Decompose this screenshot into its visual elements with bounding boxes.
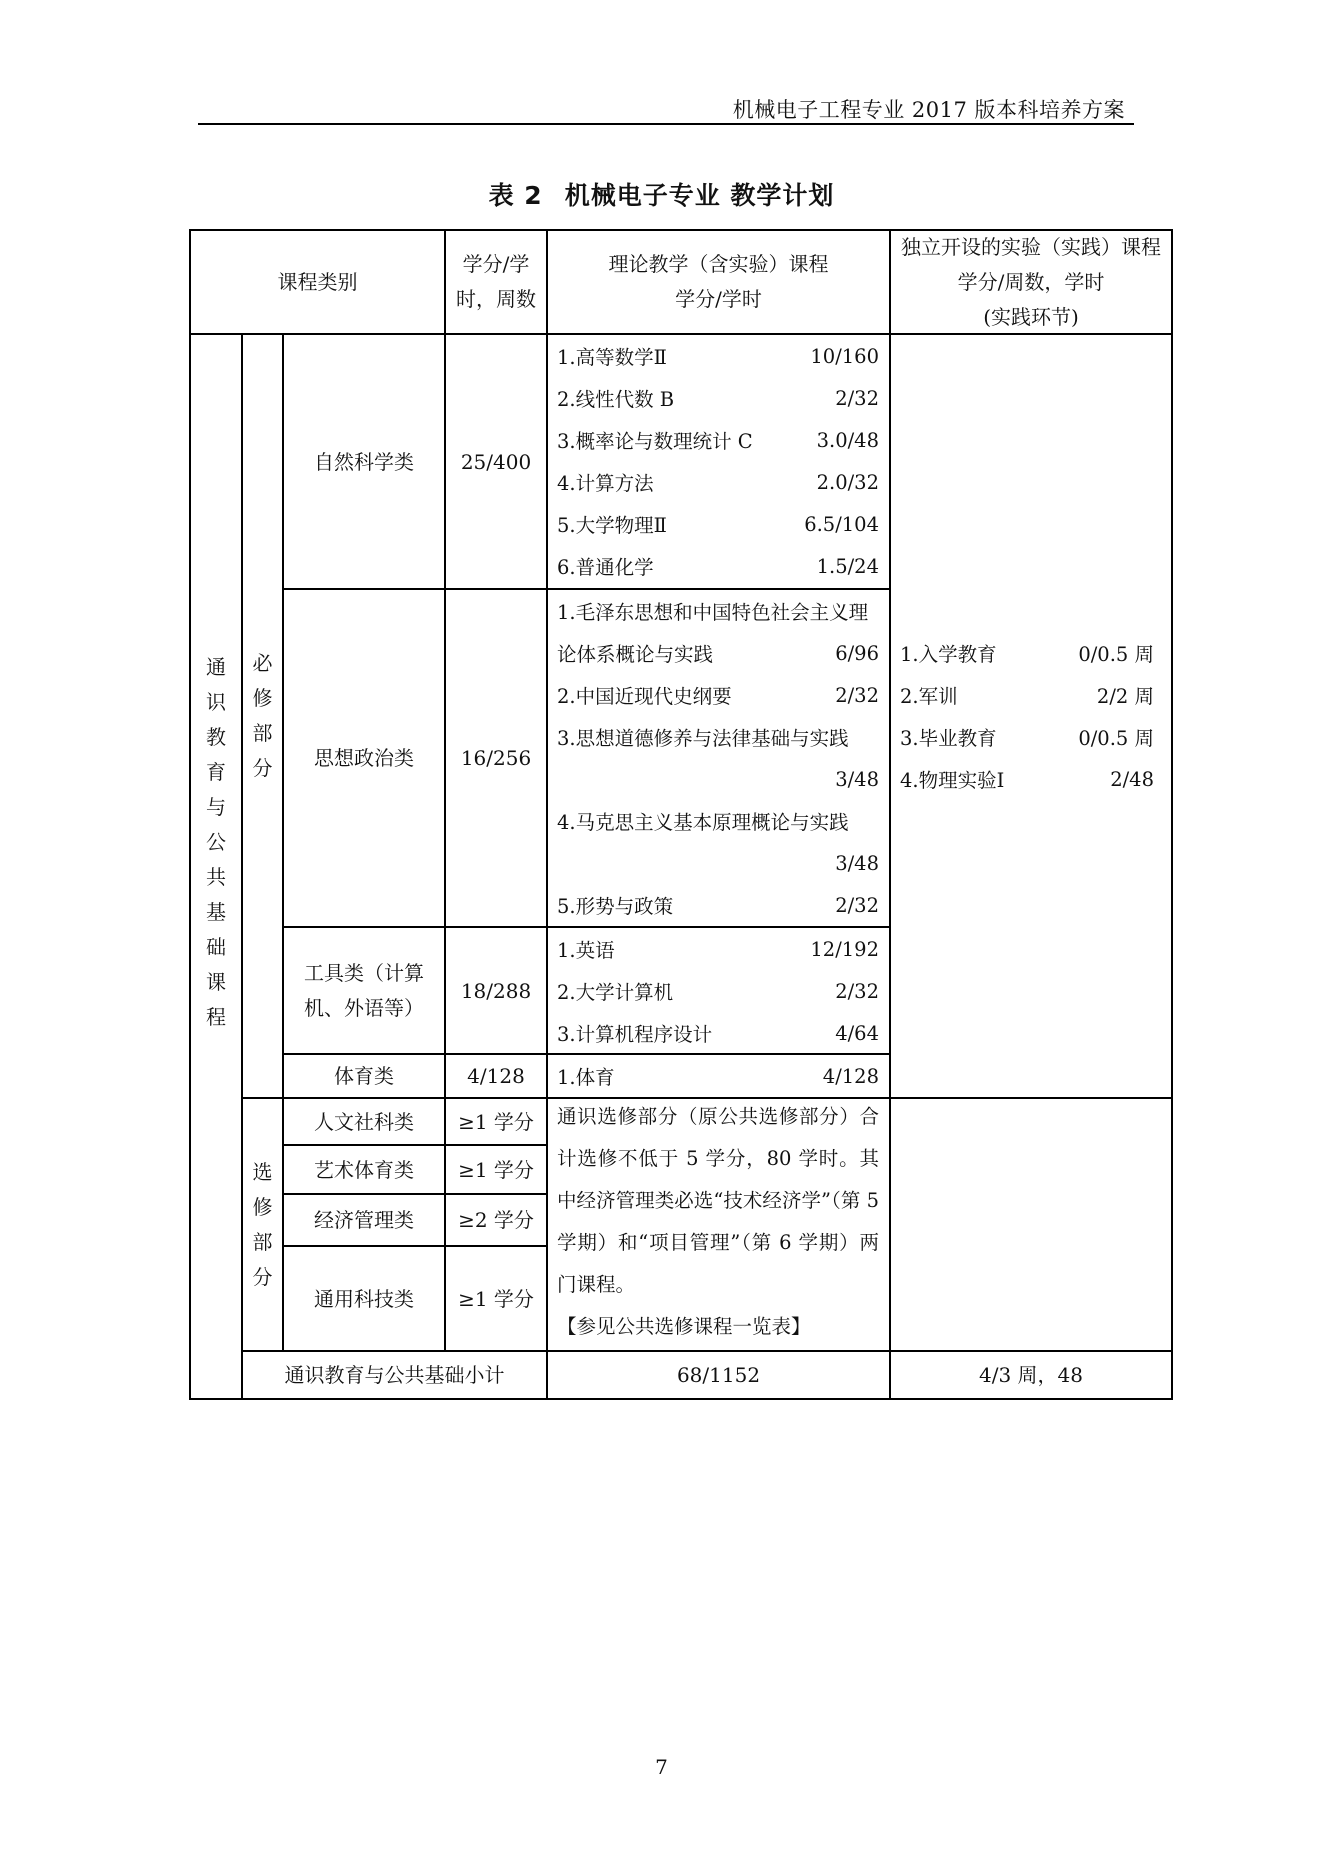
practice-name: 3.毕业教育 xyxy=(900,727,997,750)
elective-category xyxy=(284,1247,444,1350)
category-ideological-political xyxy=(284,590,444,926)
required-label-char: 修 xyxy=(252,686,273,710)
course-credits: 6/96 xyxy=(835,641,879,665)
header-credits-line: 学分/学 xyxy=(462,252,530,276)
header-divider xyxy=(198,123,1134,125)
course-credits: 2/32 xyxy=(835,893,879,917)
subtotal-theory-value: 68/1152 xyxy=(676,1363,761,1387)
course-row xyxy=(557,674,879,716)
course-name: 2.中国近现代史纲要 xyxy=(557,685,732,708)
header-practice-line: 独立开设的实验（实践）课程 xyxy=(901,234,1161,259)
credits-value: 25/400 xyxy=(460,449,532,474)
course-list-physical-education xyxy=(557,1055,879,1097)
credits-tools xyxy=(446,928,546,1053)
course-credits: 2/32 xyxy=(835,683,879,707)
elective-credits xyxy=(446,1247,546,1350)
group-label-char: 育 xyxy=(206,760,226,784)
practice-value: 2/48 xyxy=(1110,767,1154,791)
course-credits: 3.0/48 xyxy=(816,428,879,452)
credits-value: ≥1 学分 xyxy=(458,1109,534,1134)
course-credits: 2/32 xyxy=(835,386,879,410)
practice-value: 2/2 周 xyxy=(1096,685,1154,708)
credits-value: ≥1 学分 xyxy=(458,1157,534,1182)
course-row xyxy=(557,1012,879,1054)
course-list-natural-science xyxy=(557,335,879,588)
elective-label-char: 选 xyxy=(252,1159,273,1184)
course-name: 3.计算机程序设计 xyxy=(557,1023,713,1046)
practice-value: 0/0.5 周 xyxy=(1078,727,1154,750)
header-practice xyxy=(891,231,1171,333)
course-row xyxy=(557,377,879,419)
credits-ideological-political xyxy=(446,590,546,926)
course-credits: 4/128 xyxy=(822,1064,879,1088)
elective-category xyxy=(284,1195,444,1245)
category-tools xyxy=(284,928,444,1053)
subtotal-practice xyxy=(891,1352,1171,1398)
elective-label-char: 分 xyxy=(252,1264,273,1289)
credits-physical-education xyxy=(446,1055,546,1097)
header-theory-line: 理论教学（含实验）课程 xyxy=(608,252,829,276)
course-row xyxy=(557,928,879,970)
practice-list xyxy=(900,632,1154,800)
course-row xyxy=(557,545,879,587)
header-credits xyxy=(446,231,546,333)
course-name: 3.概率论与数理统计 C xyxy=(557,430,753,453)
course-credits: 1.5/24 xyxy=(816,554,879,578)
group-label-char: 基 xyxy=(206,900,226,924)
course-row xyxy=(557,503,879,545)
subtotal-label xyxy=(243,1352,546,1398)
required-section-label xyxy=(243,335,282,1097)
table-rule xyxy=(546,229,548,1400)
elective-credits xyxy=(446,1146,546,1193)
table-name: 机械电子专业 教学计划 xyxy=(564,181,835,210)
required-label-char: 部 xyxy=(252,721,273,745)
course-row xyxy=(557,1055,879,1097)
course-list-ideological-political xyxy=(557,590,879,926)
elective-credits xyxy=(446,1099,546,1144)
course-name: 4.计算方法 xyxy=(557,472,654,495)
course-row xyxy=(557,970,879,1012)
header-category-label: 课程类别 xyxy=(277,270,358,294)
course-name: 3.思想道德修养与法律基础与实践 xyxy=(557,727,849,750)
category-physical-education xyxy=(284,1055,444,1097)
course-credits: 2.0/32 xyxy=(816,470,879,494)
group-label-char: 与 xyxy=(206,795,226,819)
course-row xyxy=(557,716,879,758)
elective-category xyxy=(284,1099,444,1144)
practice-row xyxy=(900,716,1154,758)
course-row xyxy=(557,632,879,674)
header-practice-line: (实践环节) xyxy=(983,304,1079,329)
course-credits: 4/64 xyxy=(835,1021,879,1045)
category-label: 机、外语等） xyxy=(304,995,424,1020)
course-row xyxy=(557,419,879,461)
course-credits: 3/48 xyxy=(835,767,879,791)
group-label-char: 课 xyxy=(206,970,226,994)
course-name: 6.普通化学 xyxy=(557,556,654,579)
course-credits: 12/192 xyxy=(810,937,879,961)
course-name: 5.大学物理Ⅱ xyxy=(557,514,667,537)
course-row xyxy=(557,335,879,377)
course-row xyxy=(557,884,879,926)
category-label: 通用科技类 xyxy=(314,1286,414,1311)
required-label-char: 分 xyxy=(252,756,273,780)
subtotal-practice-value: 4/3 周，48 xyxy=(979,1363,1083,1387)
elective-credits xyxy=(446,1195,546,1245)
practice-value: 0/0.5 周 xyxy=(1078,643,1154,666)
header-category xyxy=(191,231,444,333)
subtotal-theory xyxy=(548,1352,889,1398)
header-credits-line: 时，周数 xyxy=(456,287,536,311)
group-label-general-education xyxy=(191,335,241,1350)
category-label: 经济管理类 xyxy=(314,1208,414,1232)
table-title xyxy=(0,176,1323,212)
practice-name: 4.物理实验Ⅰ xyxy=(900,769,1005,792)
course-list-tools xyxy=(557,928,879,1053)
category-label: 工具类（计算 xyxy=(304,960,424,985)
group-label-char: 教 xyxy=(206,725,226,749)
credits-value: ≥2 学分 xyxy=(458,1208,534,1232)
category-label: 人文社科类 xyxy=(314,1109,414,1134)
elective-description-text: 通识选修部分（原公共选修部分）合计选修不低于 5 学分，80 学时。其中经济管理类必选“技术经济学”（第 5 学期）和“项目管理”（第 6 学期）两门课程。 xyxy=(557,1105,879,1296)
group-label-char: 础 xyxy=(206,935,226,959)
group-label-char: 公 xyxy=(206,830,226,854)
required-label-char: 必 xyxy=(252,651,273,675)
elective-section-label xyxy=(243,1099,282,1350)
practice-row xyxy=(900,632,1154,674)
course-name: 1.毛泽东思想和中国特色社会主义理 xyxy=(557,601,869,624)
course-row xyxy=(557,461,879,503)
elective-description xyxy=(557,1096,879,1348)
page-number: 7 xyxy=(655,1755,668,1779)
credits-value: 16/256 xyxy=(460,746,532,770)
elective-reference-note: 【参见公共选修课程一览表】 xyxy=(557,1315,811,1338)
course-credits: 10/160 xyxy=(810,344,879,368)
group-label-char: 通 xyxy=(206,655,226,679)
category-label: 体育类 xyxy=(334,1064,394,1088)
course-row xyxy=(557,800,879,842)
course-name: 论体系概论与实践 xyxy=(557,643,714,666)
course-name: 4.马克思主义基本原理概论与实践 xyxy=(557,811,849,834)
practice-name: 2.军训 xyxy=(900,685,958,708)
course-credits: 3/48 xyxy=(835,851,879,875)
header-practice-line: 学分/周数，学时 xyxy=(957,269,1105,294)
credits-natural-science xyxy=(446,335,546,588)
course-name: 1.高等数学Ⅱ xyxy=(557,346,667,369)
subtotal-label-text: 通识教育与公共基础小计 xyxy=(284,1363,505,1387)
course-name: 1.体育 xyxy=(557,1066,615,1089)
course-row xyxy=(557,842,879,884)
table-rule xyxy=(889,229,891,1400)
category-label: 自然科学类 xyxy=(314,449,414,474)
course-row xyxy=(557,590,879,632)
course-credits: 2/32 xyxy=(835,979,879,1003)
group-label-char: 程 xyxy=(206,1005,226,1029)
group-label-char: 识 xyxy=(206,690,226,714)
group-label-char: 共 xyxy=(206,865,226,889)
elective-label-char: 修 xyxy=(252,1194,273,1219)
practice-name: 1.入学教育 xyxy=(900,643,997,666)
category-natural-science xyxy=(284,335,444,588)
elective-label-char: 部 xyxy=(252,1229,273,1254)
category-label: 艺术体育类 xyxy=(314,1157,414,1182)
practice-row xyxy=(900,758,1154,800)
header-theory xyxy=(548,231,889,333)
course-name: 2.线性代数 B xyxy=(557,388,675,411)
course-row xyxy=(557,758,879,800)
credits-value: 4/128 xyxy=(467,1064,525,1088)
credits-value: 18/288 xyxy=(460,978,532,1003)
course-name: 2.大学计算机 xyxy=(557,981,674,1004)
category-label: 思想政治类 xyxy=(314,746,414,770)
running-header: 机械电子工程专业 2017 版本科培养方案 xyxy=(732,98,1125,122)
course-credits: 6.5/104 xyxy=(804,512,879,536)
credits-value: ≥1 学分 xyxy=(458,1286,534,1311)
course-name: 1.英语 xyxy=(557,939,615,962)
table-label: 表 2 xyxy=(488,181,543,210)
elective-category xyxy=(284,1146,444,1193)
practice-row xyxy=(900,674,1154,716)
course-name: 5.形势与政策 xyxy=(557,895,674,918)
header-theory-line: 学分/学时 xyxy=(675,287,762,311)
